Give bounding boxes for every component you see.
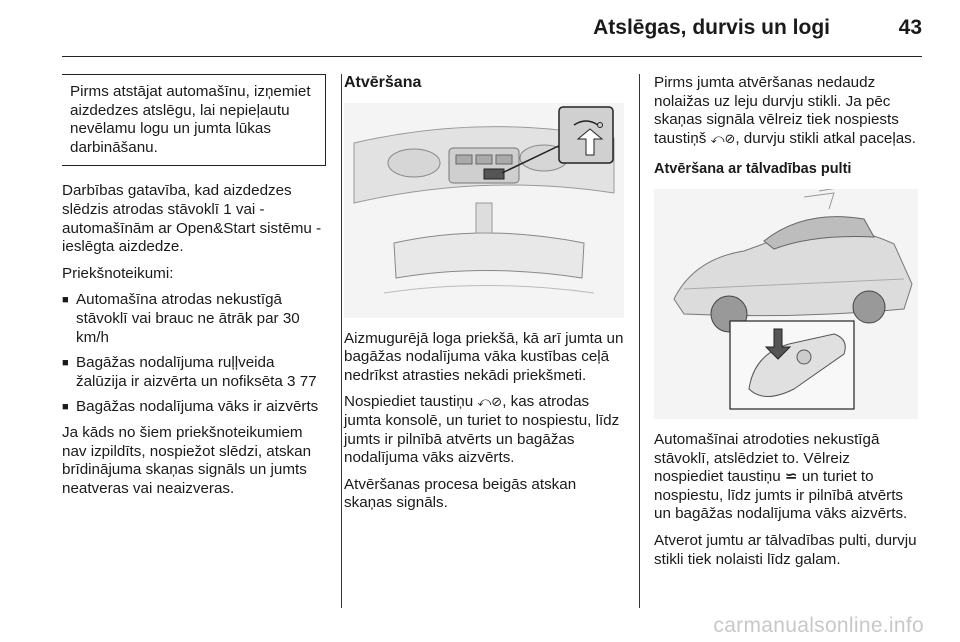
paragraph: Atverot jumtu ar tālvadības pulti, durvju stikli tiek nolaisti līdz galam. xyxy=(654,531,917,568)
section-heading: Atvēršana xyxy=(344,74,422,91)
paragraph: Automašīnai atrodoties nekustīgā stāvoklī, atslēdziet to. Vēlreiz nospiediet taustiņu ⋍ un turiet to nospiestu, līdz jumts ir pilnībā atvērts un bagāžas nodalījuma vāks aizvērts. xyxy=(654,430,908,523)
roof-console-illustration xyxy=(344,103,624,318)
paragraph: Aizmugurējā loga priekšā, kā arī jumta un bagāžas nodalījuma vāka kustības ceļā nedrīkst atrasties nekādi priekšmeti. xyxy=(344,329,624,384)
paragraph: Darbības gatavība, kad aizdedzes slēdzis atrodas stāvoklī 1 vai - automašīnām ar Open&Start sistēmu - ieslēgta aizdedze. xyxy=(62,182,322,256)
roof-remote-icon: ⋍ xyxy=(784,468,798,486)
car-remote-illustration xyxy=(654,189,918,419)
prerequisite-list xyxy=(62,291,326,417)
watermark: carmanualsonline.info xyxy=(713,614,924,637)
column-divider xyxy=(639,74,640,608)
page-header xyxy=(0,0,960,52)
subsection-heading: Atvēršana ar tālvadības pulti xyxy=(654,161,852,178)
paragraph: Nospiediet taustiņu ⤺⊘, kas atrodas jumta konsolē, un turiet to nospiestu, līdz jumts ir pilnībā atvērts un bagāžas nodalījuma vāks aizvērts. xyxy=(344,393,620,467)
paragraph: Priekšnoteikumi: xyxy=(62,264,174,282)
page-number: 43 xyxy=(898,16,922,39)
paragraph: Ja kāds no šiem priekšnoteikumiem nav izpildīts, nospiežot slēdzi, atskan brīdinājuma skaņas signāls un jumts neatveras vai neaizveras. xyxy=(62,423,312,497)
column-left xyxy=(62,74,326,506)
paragraph: Atvēršanas procesa beigās atskan skaņas signāls. xyxy=(344,475,577,512)
column-divider xyxy=(341,74,342,608)
roof-open-icon: ⤺⊘ xyxy=(477,394,503,410)
list-item: ■ Bagāžas nodalījuma ruļļveida žalūzija ir aizvērta un nofiksēta 3 77 xyxy=(62,354,326,391)
list-item: ■ Bagāžas nodalījuma vāks ir aizvērts xyxy=(62,398,326,417)
section-title: Atslēgas, durvis un logi xyxy=(593,16,830,39)
column-right xyxy=(654,74,922,577)
header-rule xyxy=(62,56,922,57)
warning-note: Pirms atstājat automašīnu, izņemiet aizdedzes atslēgu, lai nepieļautu nevēlamu logu un jumta lūkas darbināšanu. xyxy=(62,74,326,166)
roof-open-icon: ⤺⊘ xyxy=(710,130,736,146)
column-middle xyxy=(344,74,626,521)
list-item: ■ Automašīna atrodas nekustīgā stāvoklī vai brauc ne ātrāk par 30 km/h xyxy=(62,291,326,347)
paragraph: Pirms jumta atvēršanas nedaudz nolaižas uz leju durvju stikli. Ja pēc skaņas signāla vēlreiz tiek nospiests taustiņš ⤺⊘, durvju stikli atkal paceļas. xyxy=(654,74,917,147)
